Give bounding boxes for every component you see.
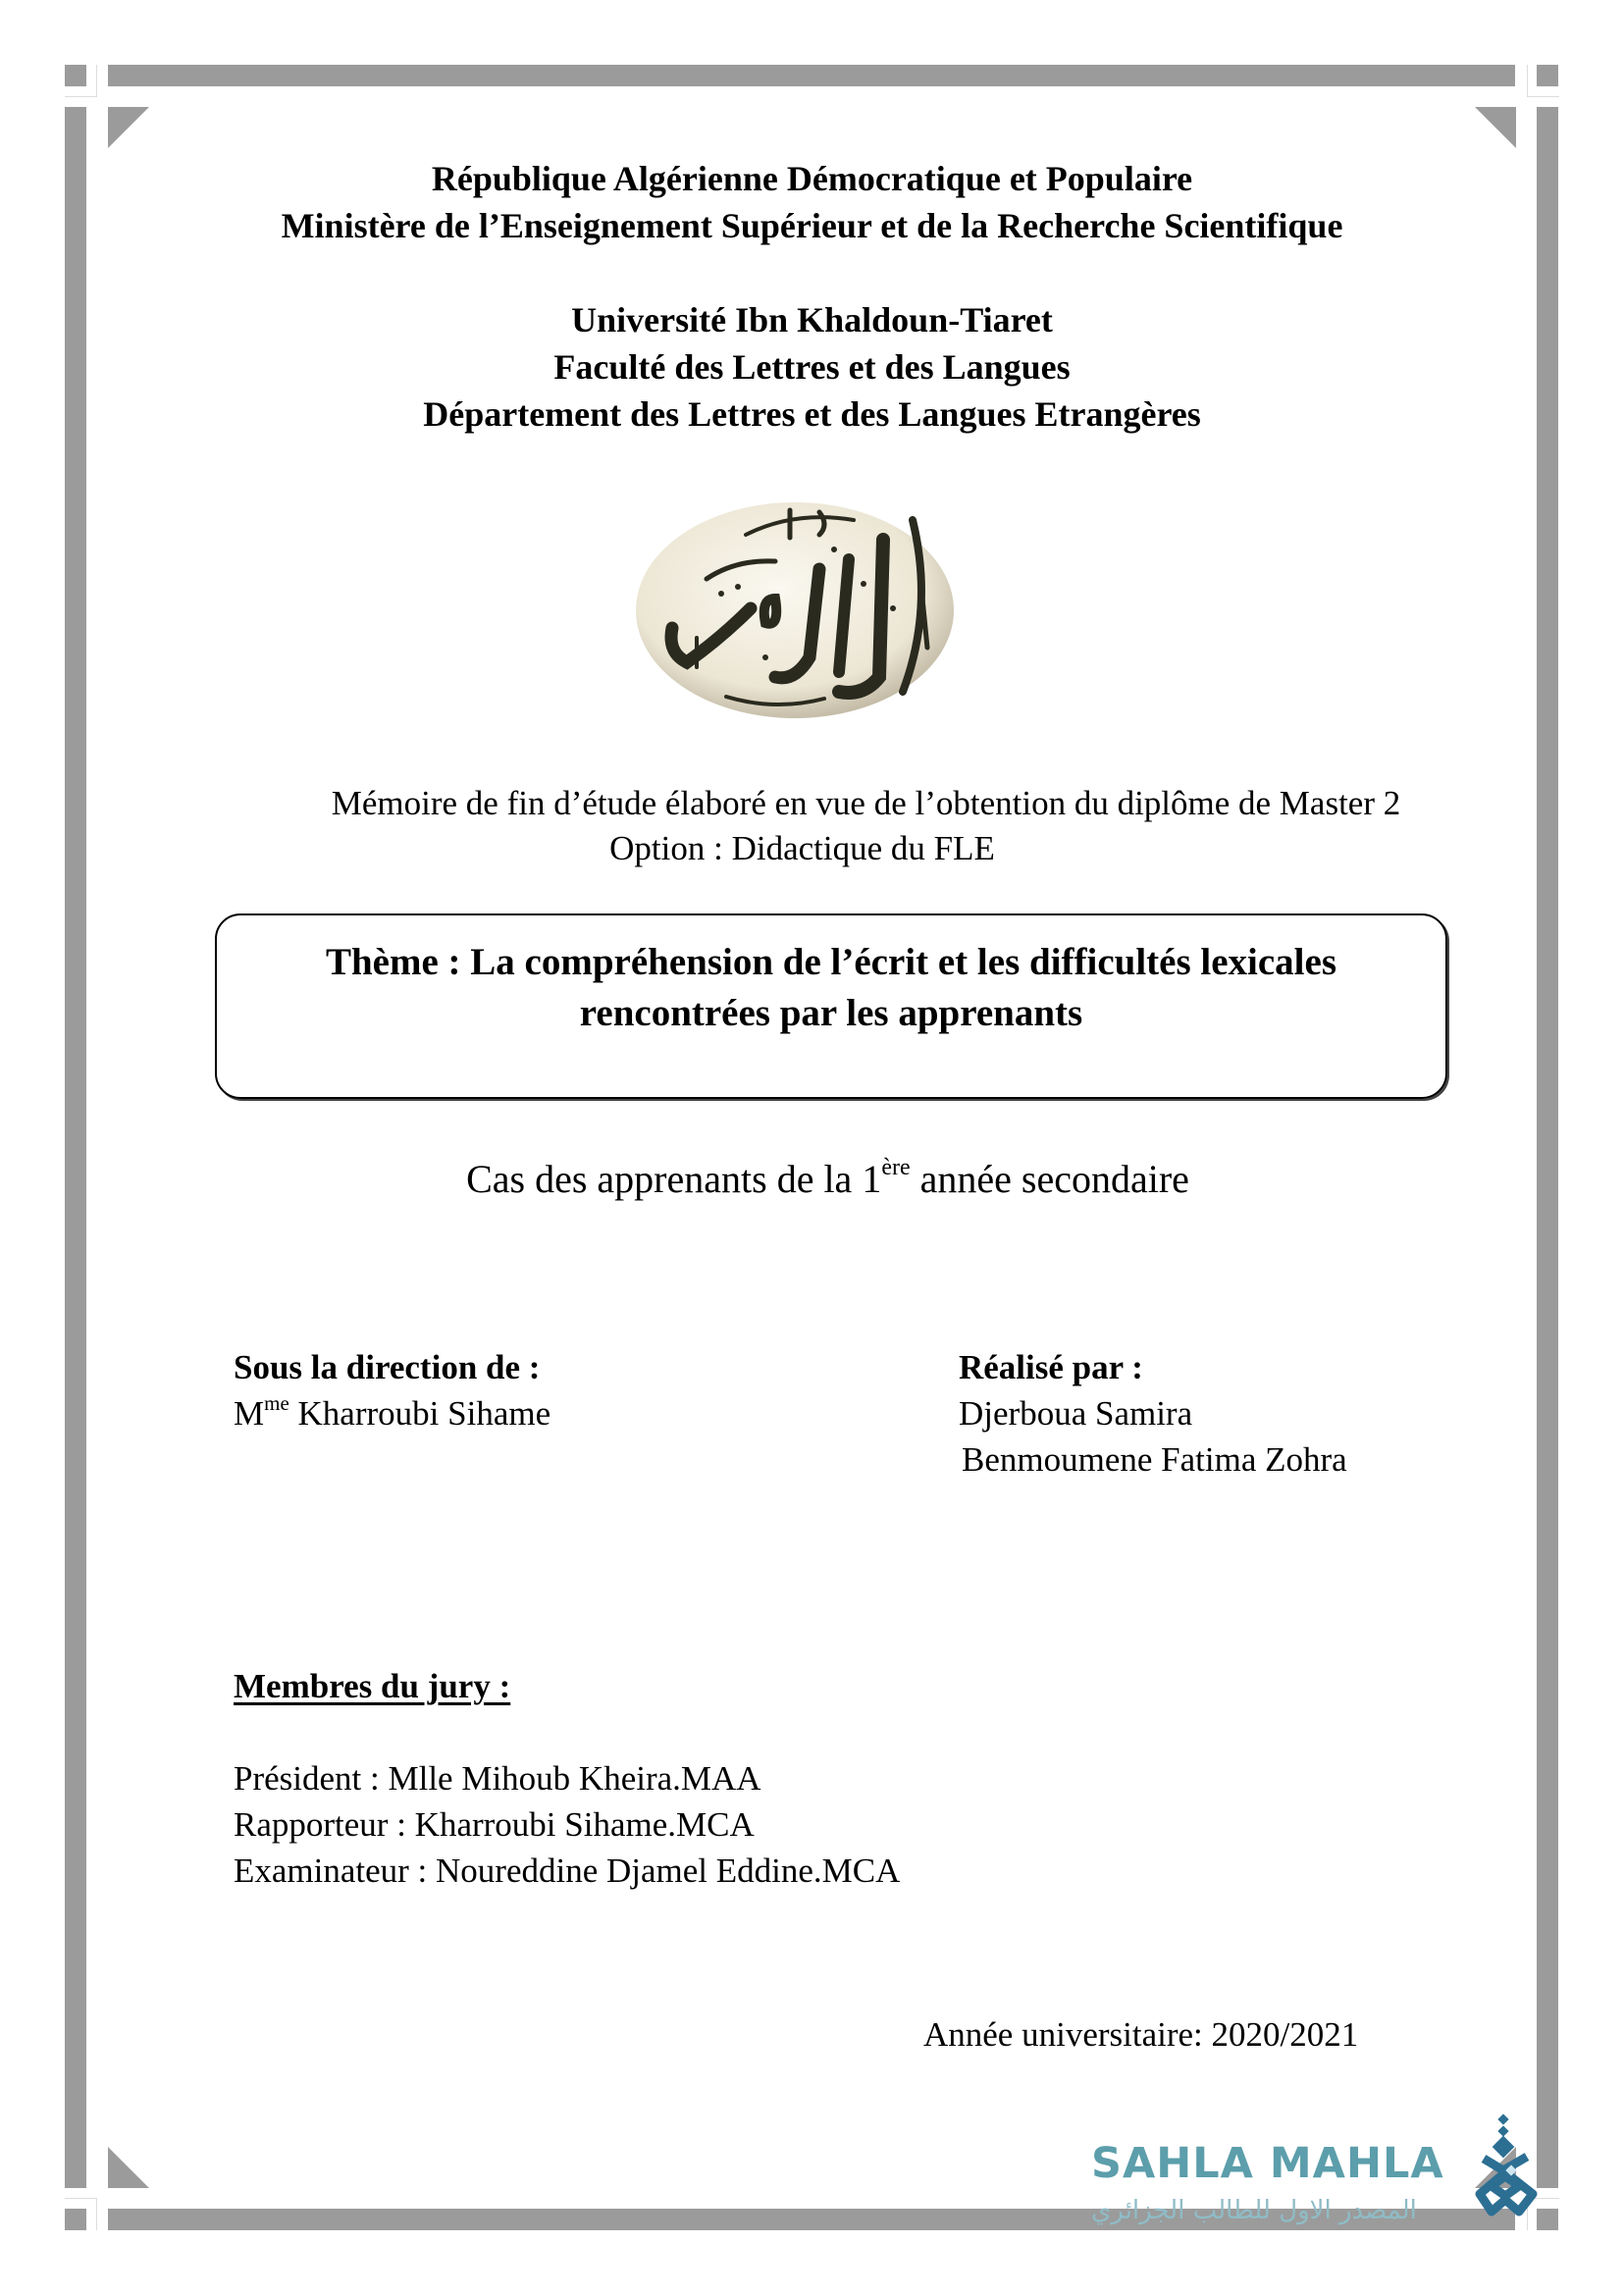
theme-title	[217, 937, 1445, 1039]
authors-block	[959, 1344, 1347, 1483]
supervisor-fullname: Kharroubi Sihame	[288, 1394, 551, 1433]
sahla-mahla-watermark	[1079, 2110, 1541, 2247]
theme-title-line2: rencontrées par les apprenants	[579, 992, 1083, 1034]
memoire-option: Option : Didactique du FLE	[609, 829, 995, 867]
university-logo-icon	[628, 491, 962, 726]
supervision-label: Sous la direction de :	[234, 1348, 541, 1386]
frame-corner-triangle	[108, 107, 149, 148]
frame-bar-top	[108, 65, 1515, 86]
jury-label: Membres du jury :	[234, 1667, 511, 1705]
supervisor-name	[234, 1390, 550, 1436]
frame-corner-outline	[65, 65, 97, 97]
theme-box	[215, 913, 1447, 1099]
country-heading: République Algérienne Démocratique et Populaire	[431, 159, 1193, 198]
supervision-block	[234, 1344, 550, 1436]
frame-corner-triangle	[1475, 107, 1516, 148]
case-study-text: Cas des apprenants de la 1	[466, 1157, 882, 1201]
frame-corner-outline	[65, 2198, 97, 2230]
ministry-heading: Ministère de l’Enseignement Supérieur et de la Recherche Scientifique	[281, 206, 1343, 245]
jury-spacer	[234, 1709, 900, 1755]
faculty-heading: Faculté des Lettres et des Langues	[553, 347, 1071, 387]
ordinal-superscript: ère	[881, 1155, 911, 1180]
department-heading: Département des Lettres et des Langues Etrangères	[423, 394, 1201, 434]
supervisor-title-superscript: me	[264, 1391, 289, 1415]
authors-label: Réalisé par :	[959, 1348, 1143, 1386]
theme-title-line1: Thème : La compréhension de l’écrit et les difficultés lexicales	[325, 941, 1336, 983]
academic-year: Année universitaire: 2020/2021	[923, 2015, 1359, 2054]
supervisor-title: M	[234, 1394, 265, 1433]
case-study-text-end: année secondaire	[910, 1157, 1189, 1201]
jury-member: Rapporteur : Kharroubi Sihame.MCA	[234, 1805, 755, 1844]
jury-member: Examinateur : Noureddine Djamel Eddine.MCA	[234, 1852, 901, 1890]
author-name: Benmoumene Fatima Zohra	[962, 1440, 1347, 1479]
frame-corner-outline	[1527, 65, 1559, 97]
jury-member: Président : Mlle Mihoub Kheira.MAA	[234, 1759, 761, 1798]
watermark-subtitle: المصدر الاول للطالب الجزائري	[1091, 2196, 1417, 2225]
jury-block	[234, 1663, 900, 1894]
case-study-subtitle	[16, 1154, 1624, 1205]
sahla-mahla-logo-icon	[1470, 2113, 1541, 2219]
frame-corner-triangle	[108, 2147, 149, 2188]
university-heading: Université Ibn Khaldoun-Tiaret	[571, 300, 1053, 339]
watermark-title: SAHLA MAHLA	[1091, 2139, 1444, 2188]
memoire-description: Mémoire de fin d’étude élaboré en vue de l’obtention du diplôme de Master 2	[331, 784, 1401, 822]
author-name: Djerboua Samira	[959, 1394, 1193, 1433]
